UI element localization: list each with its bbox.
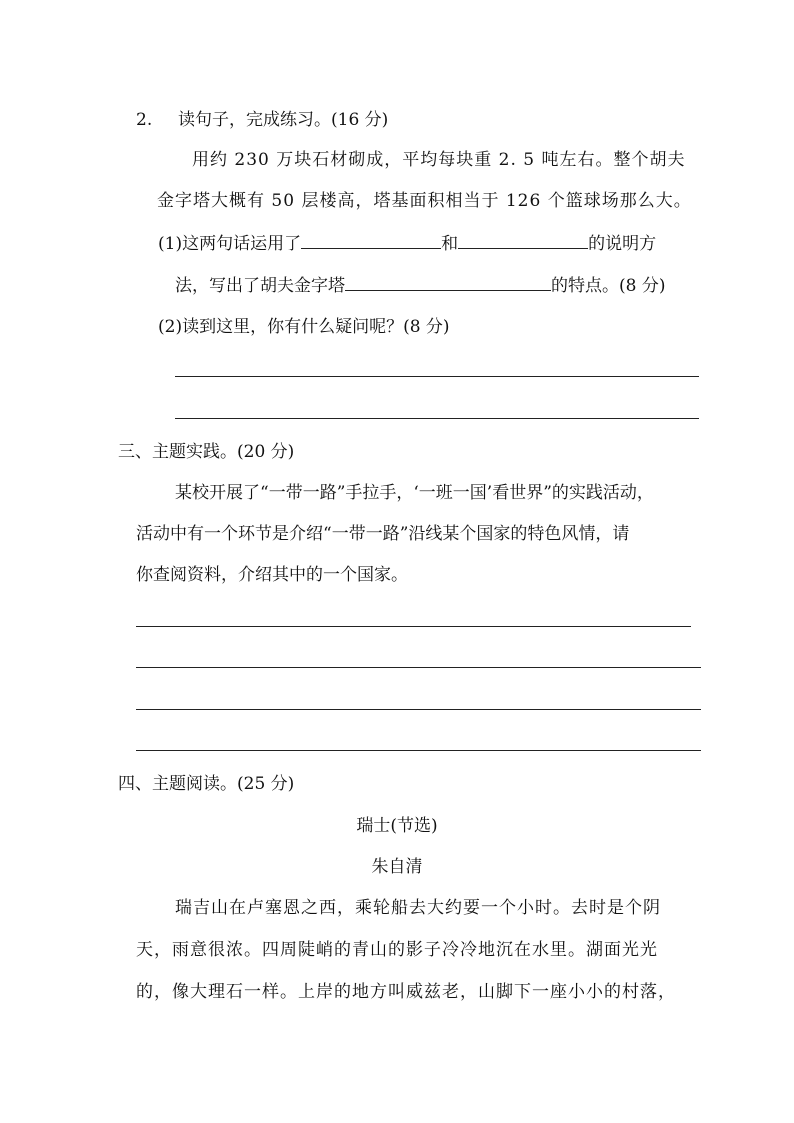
article-line-1: 瑞吉山在卢塞恩之西，乘轮船去大约要一个小时。去时是个阴 xyxy=(175,898,661,918)
article-author: 朱自清 xyxy=(371,857,423,877)
subquestion-1-line-2 xyxy=(175,273,665,297)
article-line-2: 天，雨意很浓。四周陡峭的青山的影子冷冷地沉在水里。湖面光光 xyxy=(136,940,658,960)
answer-line[interactable] xyxy=(136,709,701,710)
section-3-heading: 三、主题实践。(20 分) xyxy=(118,442,295,462)
passage-line-1: 用约 230 万块石材砌成，平均每块重 2. 5 吨左右。整个胡夫 xyxy=(192,150,686,170)
subquestion-1-text-a: (1)这两句话运用了 xyxy=(158,234,302,254)
question-title: 读句子，完成练习。(16 分) xyxy=(178,110,389,130)
answer-line[interactable] xyxy=(175,418,699,419)
subquestion-1-text-e: 的特点。(8 分) xyxy=(551,276,666,296)
article-line-3: 的，像大理石一样。上岸的地方叫威兹老，山脚下一座小小的村落， xyxy=(136,982,676,1002)
answer-line[interactable] xyxy=(136,626,691,627)
answer-line[interactable] xyxy=(136,667,701,668)
answer-blank-method-1[interactable] xyxy=(301,231,441,249)
question-number: 2. xyxy=(136,110,153,130)
subquestion-2: (2)读到这里，你有什么疑问呢？(8 分) xyxy=(158,317,450,337)
answer-line[interactable] xyxy=(136,750,701,751)
subquestion-1-text-c: 的说明方 xyxy=(588,234,657,254)
passage-line-2: 金字塔大概有 50 层楼高，塔基面积相当于 126 个篮球场那么大。 xyxy=(157,191,692,211)
subquestion-1-text-b: 和 xyxy=(441,234,459,254)
answer-blank-method-2[interactable] xyxy=(458,231,588,249)
section-3-line-2: 活动中有一个环节是介绍“一带一路”沿线某个国家的特色风情，请 xyxy=(136,524,630,544)
article-title: 瑞士(节选) xyxy=(356,816,438,836)
section-3-line-3: 你查阅资料，介绍其中的一个国家。 xyxy=(136,565,408,585)
subquestion-1-line-1 xyxy=(158,231,656,255)
section-4-heading: 四、主题阅读。(25 分) xyxy=(118,774,295,794)
answer-line[interactable] xyxy=(175,376,699,377)
answer-blank-feature[interactable] xyxy=(345,273,551,291)
subquestion-1-text-d: 法，写出了胡夫金字塔 xyxy=(175,276,345,296)
section-3-line-1: 某校开展了“一带一路”手拉手，‘一班一国’看世界”的实践活动， xyxy=(175,483,654,503)
